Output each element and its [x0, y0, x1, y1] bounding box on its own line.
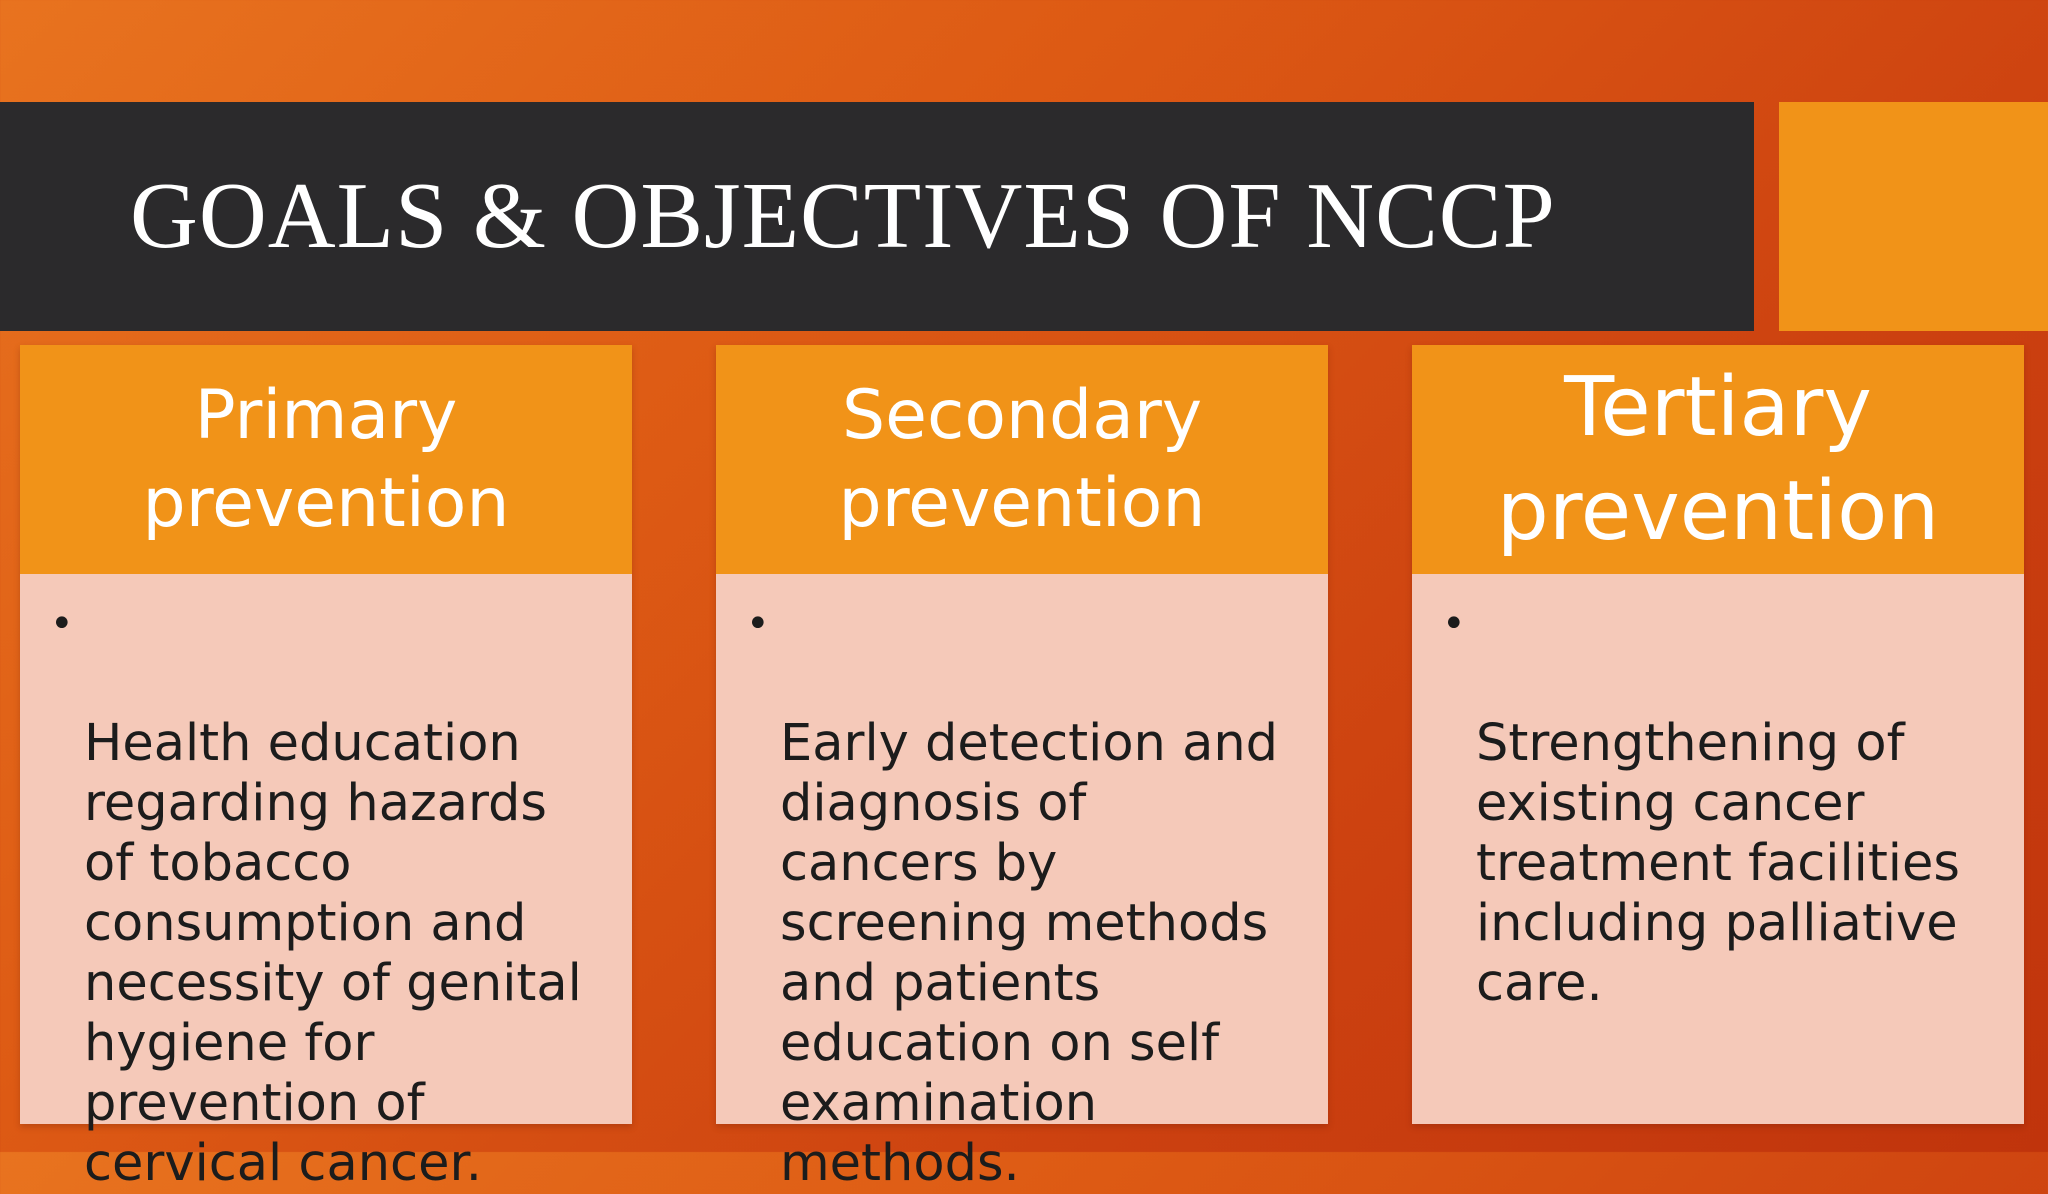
- card-body: [1412, 574, 2024, 1124]
- bullet-item: [1442, 594, 2016, 1014]
- bullet-dot-icon: •: [1442, 601, 1466, 647]
- card-header: [716, 345, 1328, 574]
- title-bar: [0, 102, 1754, 331]
- card-primary-prevention: [20, 345, 632, 1193]
- card-body: [716, 574, 1328, 1193]
- card-secondary-prevention: [716, 345, 1328, 1193]
- bullet-dot-icon: •: [50, 601, 74, 647]
- bullet-text: Health education regarding hazards of tobacco consumption and necessity of genital hygiene for prevention of cervical cancer.: [84, 714, 582, 1193]
- card-heading: Tertiary prevention: [1496, 359, 1940, 559]
- bullet-text: Early detection and diagnosis of cancers by screening methods and patients education on self examination methods.: [780, 714, 1279, 1193]
- slide-title: GOALS & OBJECTIVES OF NCCP: [130, 164, 1556, 268]
- card-heading: Primary prevention: [142, 375, 510, 543]
- card-header: [1412, 345, 2024, 574]
- accent-square: [1779, 102, 2048, 331]
- card-header: [20, 345, 632, 574]
- bullet-dot-icon: •: [746, 601, 770, 647]
- card-body: [20, 574, 632, 1193]
- bullet-item: [746, 594, 1320, 1194]
- bullet-item: [50, 594, 624, 1194]
- bullet-text: Strengthening of existing cancer treatment facilities including palliative care.: [1476, 714, 1960, 1013]
- card-tertiary-prevention: [1412, 345, 2024, 1124]
- card-heading: Secondary prevention: [838, 375, 1206, 543]
